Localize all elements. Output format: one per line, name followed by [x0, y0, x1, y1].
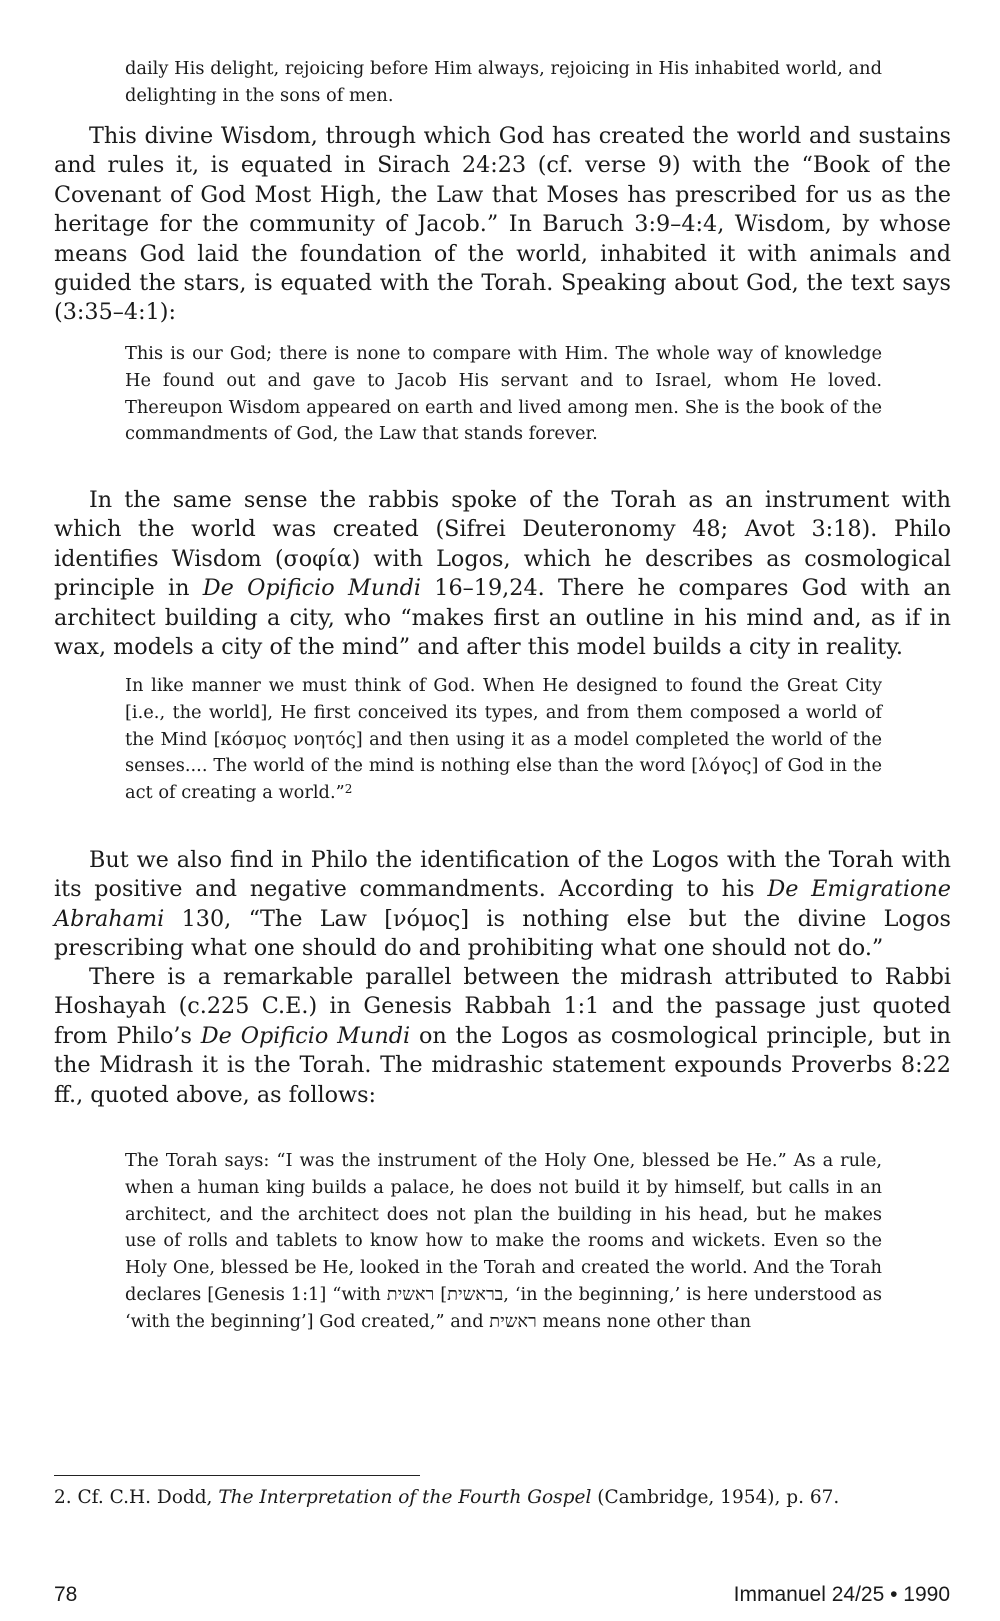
block-quote-text: This is our God; there is none to compare with Him. The whole way of knowledge He found out and gave to Jacob His servant and to Israel, whom He loved. Thereupon Wisdom appeared on earth and lived among men. She is the book of the commandments of God, the Law that stands forever. [125, 343, 882, 445]
paragraph-text: This divine Wisdom, through which God has created the world and sustains and rules it, is equated in Sirach 24:23 (cf. verse 9) with the “Book of the Covenant of God Most High, the Law that Moses has prescribed for us as the heritage for the community of Jacob.” In Baruch 3:9–4:4, Wisdom, by whose means God laid the foundation of the world, inhabited it with animals and guided the stars, is equated with the Torah. Speaking about God, the text says (3:35–4:1): [54, 123, 951, 326]
paragraph-text: 130, “The Law [νόμος] is nothing else but the divine Logos prescribing what one should do and prohibiting what one should not do.” [54, 905, 951, 962]
page-number: 78 [54, 1583, 78, 1606]
footnote-text: 2. Cf. C.H. Dodd, [54, 1487, 219, 1508]
block-quote-text: daily His delight, rejoicing before Him always, rejoicing in His inhabited world, and delighting in the sons of men. [125, 58, 882, 106]
paragraph-midrash-parallel [54, 963, 951, 1110]
paragraph-philo-logos [54, 486, 951, 662]
book-title: De Opificio Mundi [200, 1022, 411, 1049]
paragraph-logos-torah [54, 846, 951, 964]
block-quote-text: The Torah says: “I was the instrument of the Holy One, blessed be He.” As a rule, when a human king builds a palace, he does not build it by himself, but calls in an architect, and the architect does not plan the building in his head, but he makes use of rolls and tablets to know how to make the rooms and wickets. Even so the Holy One, blessed be He, looked in the Torah and created the world. And the Torah declares [Genesis 1:1] “with ראשית [בראשית, ‘in the beginning,’ is here understood as ‘with the beginning’] God created,” and ראשית means none other than [125, 1150, 882, 1332]
paragraph-text: 16–19,24. There he compares God with an architect building a city, who “makes first an outline in his mind and, as if in wax, models a city of the mind” and after this model builds a city in reality. [54, 575, 951, 661]
book-title: De Emigratione Abrahami [54, 876, 951, 932]
block-quote-philo [125, 673, 882, 807]
paragraph-sirach-baruch [54, 122, 951, 328]
paragraph-text: But we also find in Philo the identification of the Logos with the Torah with its positive and negative commandments. According to his [54, 847, 951, 903]
footnote-marker: 2 [344, 782, 353, 797]
book-title: The Interpretation of the Fourth Gospel [218, 1487, 592, 1508]
journal-footer: Immanuel 24/25 • 1990 [733, 1583, 950, 1606]
block-quote-midrash [125, 1148, 882, 1336]
paragraph-text: In the same sense the rabbis spoke of the Torah as an instrument with which the world was created (Sifrei Deuteronomy 48; Avot 3:18). Philo identifies Wisdom (σοφία) with Logos, which he describes as cosmological principle in [54, 487, 951, 602]
block-quote-baruch [125, 341, 882, 448]
book-title: De Opificio Mundi [202, 575, 421, 602]
footnote-text: (Cambridge, 1954), p. 67. [591, 1487, 840, 1508]
block-quote-text: In like manner we must think of God. When He designed to found the Great City [i.e., the world], He first conceived its types, and from them composed a world of the Mind [κόσμος νοητός] and then using it as a model completed the world of the senses.... The world of the mind is nothing else than the word [λόγος] of God in the act of creating a world.” [125, 675, 882, 804]
paragraph-text: on the Logos as cosmological principle, but in the Midrash it is the Torah. The midrashic statement expounds Proverbs 8:22 ff., quoted above, as follows: [54, 1022, 951, 1108]
footnote [54, 1485, 951, 1511]
footnote-divider [54, 1475, 420, 1476]
paragraph-text: There is a remarkable parallel between the midrash attributed to Rabbi Hoshayah (c.225 C.E.) in Genesis Rabbah 1:1 and the passage just quoted from Philo’s [54, 964, 951, 1049]
block-quote-wisdom [125, 56, 882, 110]
